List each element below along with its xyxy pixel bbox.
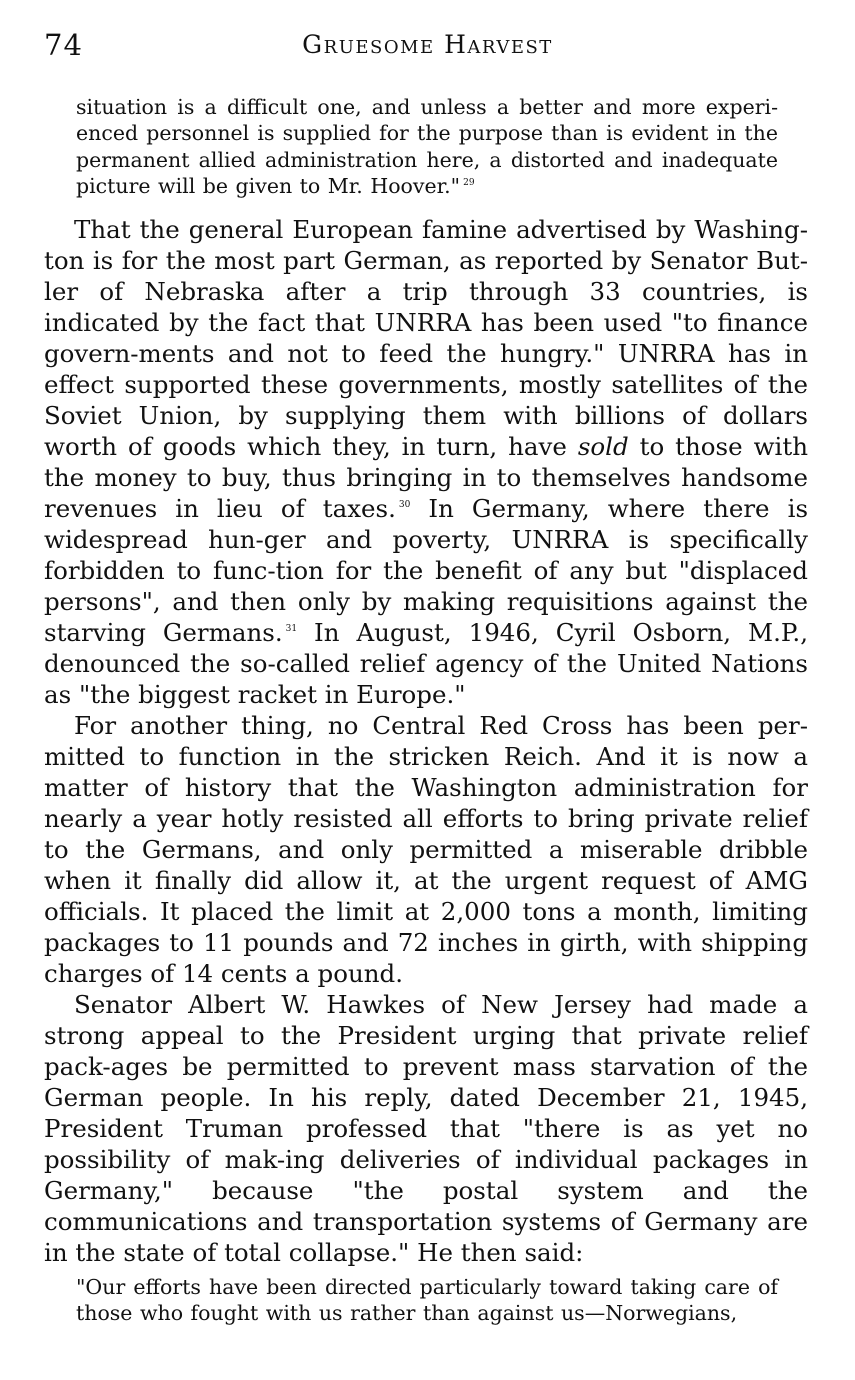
page-body <box>44 94 808 1326</box>
running-head: Gruesome Harvest <box>302 30 553 59</box>
paragraph-red-cross <box>44 710 808 989</box>
text-run: situation is a difficult one, and unless a better and more experi-enced personnel is supplied for the purpose than is evident in the permanent allied administration here, a distorted and inadequate picture will be given to Mr. Hoover." <box>76 95 778 199</box>
text-run: In August, 1946, Cyril Osborn, M.P., denounced the so-called relief agency of the United Nations as "the biggest racket in Europe." <box>44 617 808 709</box>
footnote-marker: 31 <box>285 624 298 635</box>
text-run: That the general European famine advertised by Washing-ton is for the most part German, as reported by Senator But-ler of Nebraska after a trip through 33 countries, is indicated by the fact that UNRRA has been used "to finance govern-ments and not to feed the hungry." UNRRA has in effect supported these governments, mostly satellites of the Soviet Union, by supplying them with billions of dollars worth of goods which they, in turn, have <box>44 214 808 461</box>
paragraph-hawkes <box>44 989 808 1268</box>
emphasis-text: sold <box>577 431 629 461</box>
text-run: In Germany, where there is widespread hun-ger and poverty, UNRRA is specifically forbidden to func-tion for the benefit of any but "displaced persons", and then only by making requisitions against the starving Germans. <box>44 493 809 647</box>
page-header <box>0 28 855 68</box>
footnote-marker: 30 <box>398 500 411 511</box>
text-run: Senator Albert W. Hawkes of New Jersey had made a strong appeal to the President urging that private relief pack-ages be permitted to prevent mass starvation of the German people. In his reply, dated December 21, 1945, President Truman professed that "there is as yet no possibility of mak-ing deliveries of individual packages in Germany," because "the postal system and the communications and transportation systems of Germany are in the state of total collapse." He then said: <box>44 989 808 1267</box>
text-run: For another thing, no Central Red Cross has been per-mitted to function in the stricken Reich. And it is now a matter of history that the Washington administration for nearly a year hotly resisted all efforts to bring private relief to the Germans, and only permitted a miserable dribble when it finally did allow it, at the urgent request of AMG officials. It placed the limit at 2,000 tons a month, limiting packages to 11 pounds and 72 inches in girth, with shipping charges of 14 cents a pound. <box>44 710 808 988</box>
block-quote-top <box>76 94 778 200</box>
text-run: to those with the money to buy, thus bringing in to themselves handsome revenues in lieu of taxes. <box>44 431 809 523</box>
footnote-marker: 29 <box>463 178 475 189</box>
text-run: "Our efforts have been directed particularly toward taking care of those who fought with us rather than against us—Norwegians, <box>76 1274 778 1326</box>
block-quote-truman <box>76 1274 778 1327</box>
paragraph-unrra <box>44 214 808 710</box>
page-number: 74 <box>44 28 83 62</box>
